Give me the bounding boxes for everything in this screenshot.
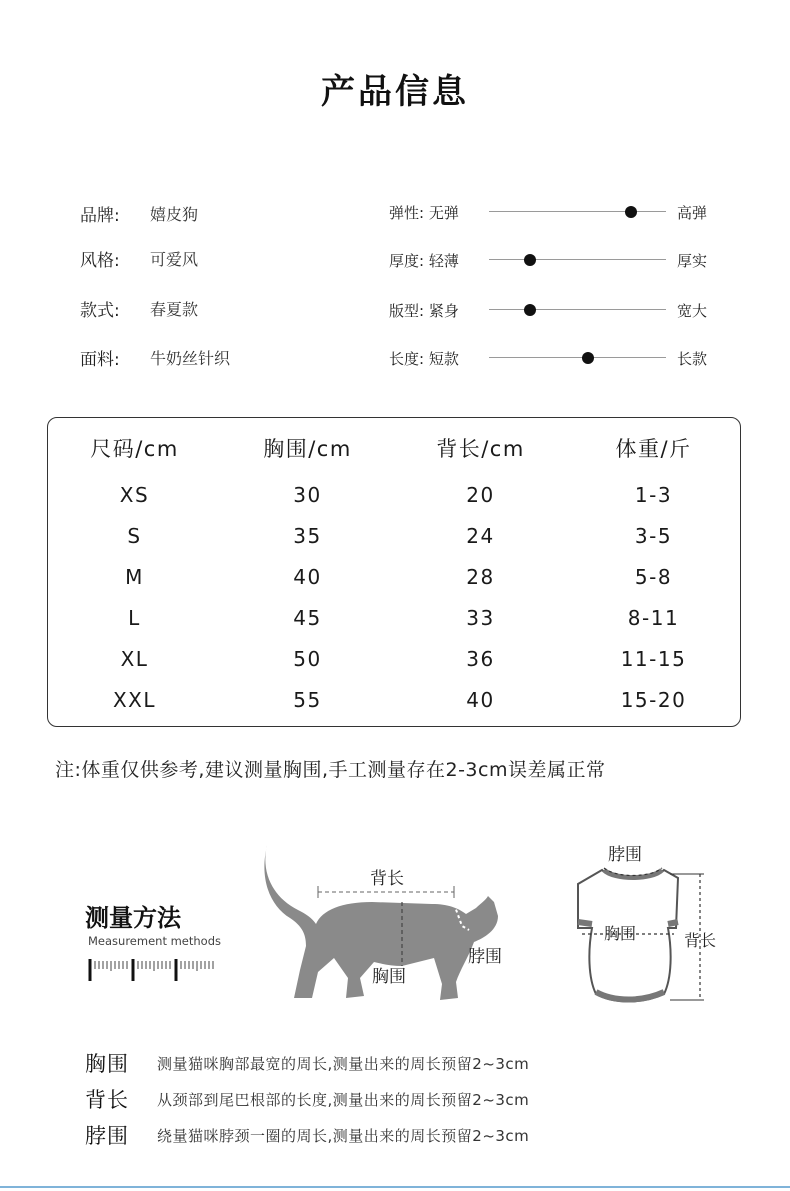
size-table-header: [48, 418, 740, 474]
table-row: [48, 679, 740, 720]
slider-track: [489, 211, 666, 212]
attribute-value: 牛奶丝针织: [150, 348, 231, 368]
cat-illustration: [262, 838, 522, 1008]
table-cell: 1-3: [634, 482, 673, 507]
size-table: [48, 418, 740, 720]
shirt-collar: [604, 870, 662, 878]
description-text: 绕量猫咪脖颈一圈的周长,测量出来的周长预留2~3cm: [157, 1126, 530, 1145]
cat-label-chest: 胸围: [372, 967, 406, 987]
attribute-key: 品牌:: [80, 205, 120, 226]
table-cell: 33: [466, 605, 495, 630]
description-text: 从颈部到尾巴根部的长度,测量出来的周长预留2~3cm: [157, 1090, 530, 1109]
table-cell: 11-15: [620, 646, 687, 671]
description-neck: [85, 1120, 529, 1150]
description-key: 胸围: [85, 1052, 129, 1076]
description-key: 背长: [85, 1088, 129, 1112]
attribute-season: [80, 295, 198, 321]
slider-length: [389, 345, 719, 371]
ruler-icon: [88, 957, 218, 983]
attribute-key: 面料:: [80, 349, 120, 370]
page-title: 产品信息: [321, 72, 469, 112]
table-row: [48, 638, 740, 679]
slider-dot: [524, 254, 536, 266]
table-cell: XL: [120, 646, 149, 671]
header-cell: 胸围/cm: [263, 437, 352, 461]
shirt-illustration: [560, 838, 730, 1008]
table-cell: 35: [293, 523, 322, 548]
slider-max-label: 宽大: [677, 302, 708, 320]
table-cell: M: [125, 564, 144, 589]
attribute-value: 嬉皮狗: [150, 204, 199, 224]
cat-label-neck: 脖围: [468, 947, 502, 967]
shirt-label-neck: 脖围: [608, 845, 642, 865]
header-cell: 体重/斤: [615, 437, 692, 461]
slider-track: [489, 259, 666, 260]
slider-dot: [625, 206, 637, 218]
attribute-key: 风格:: [80, 250, 120, 271]
table-cell: XS: [119, 482, 150, 507]
table-row: [48, 597, 740, 638]
description-key: 脖围: [85, 1124, 129, 1148]
header-cell: 尺码/cm: [90, 437, 179, 461]
slider-track: [489, 357, 666, 358]
table-cell: 45: [293, 605, 322, 630]
slider-dot: [582, 352, 594, 364]
slider-dot: [524, 304, 536, 316]
table-cell: 40: [293, 564, 322, 589]
slider-label: 版型: 紧身: [389, 302, 459, 320]
slider-max-label: 长款: [677, 350, 708, 368]
cat-label-back: 背长: [370, 869, 404, 889]
slider-elasticity: [389, 199, 719, 225]
slider-max-label: 高弹: [677, 204, 708, 222]
table-cell: XXL: [112, 687, 157, 712]
size-chart: [47, 417, 741, 727]
table-cell: 3-5: [634, 523, 673, 548]
table-cell: S: [127, 523, 142, 548]
size-note: 注:体重仅供参考,建议测量胸围,手工测量存在2-3cm误差属正常: [55, 759, 606, 781]
table-cell: L: [128, 605, 141, 630]
table-cell: 55: [293, 687, 322, 712]
description-chest: [85, 1048, 529, 1078]
slider-label: 厚度: 轻薄: [389, 252, 459, 270]
measure-subtitle: Measurement methods: [88, 934, 222, 948]
attribute-style: [80, 245, 198, 271]
shirt-cuff-right: [668, 922, 678, 924]
table-cell: 24: [466, 523, 495, 548]
table-cell: 30: [293, 482, 322, 507]
slider-track: [489, 309, 666, 310]
attribute-brand: [80, 200, 198, 226]
table-cell: 36: [466, 646, 495, 671]
attribute-fabric: [80, 344, 230, 370]
table-cell: 50: [293, 646, 322, 671]
description-text: 测量猫咪胸部最宽的周长,测量出来的周长预留2~3cm: [157, 1054, 530, 1073]
table-row: [48, 474, 740, 515]
table-cell: 8-11: [627, 605, 680, 630]
slider-thickness: [389, 247, 719, 273]
slider-label: 长度: 短款: [389, 350, 459, 368]
description-back: [85, 1084, 529, 1114]
attribute-key: 款式:: [80, 300, 120, 321]
attribute-value: 可爱风: [150, 249, 199, 269]
table-cell: 28: [466, 564, 495, 589]
table-row: [48, 556, 740, 597]
table-cell: 5-8: [634, 564, 673, 589]
header-cell: 背长/cm: [436, 437, 525, 461]
measure-title: 测量方法: [85, 904, 181, 932]
shirt-cuff-left: [578, 922, 592, 924]
slider-fit: [389, 297, 719, 323]
table-cell: 40: [466, 687, 495, 712]
table-cell: 15-20: [620, 687, 687, 712]
slider-max-label: 厚实: [677, 252, 708, 270]
attribute-value: 春夏款: [150, 299, 199, 319]
shirt-label-chest: 胸围: [604, 924, 637, 943]
table-cell: 20: [466, 482, 495, 507]
shirt-label-back: 背长: [684, 931, 717, 950]
slider-label: 弹性: 无弹: [389, 204, 459, 222]
bottom-divider: [0, 1186, 790, 1188]
table-row: [48, 515, 740, 556]
